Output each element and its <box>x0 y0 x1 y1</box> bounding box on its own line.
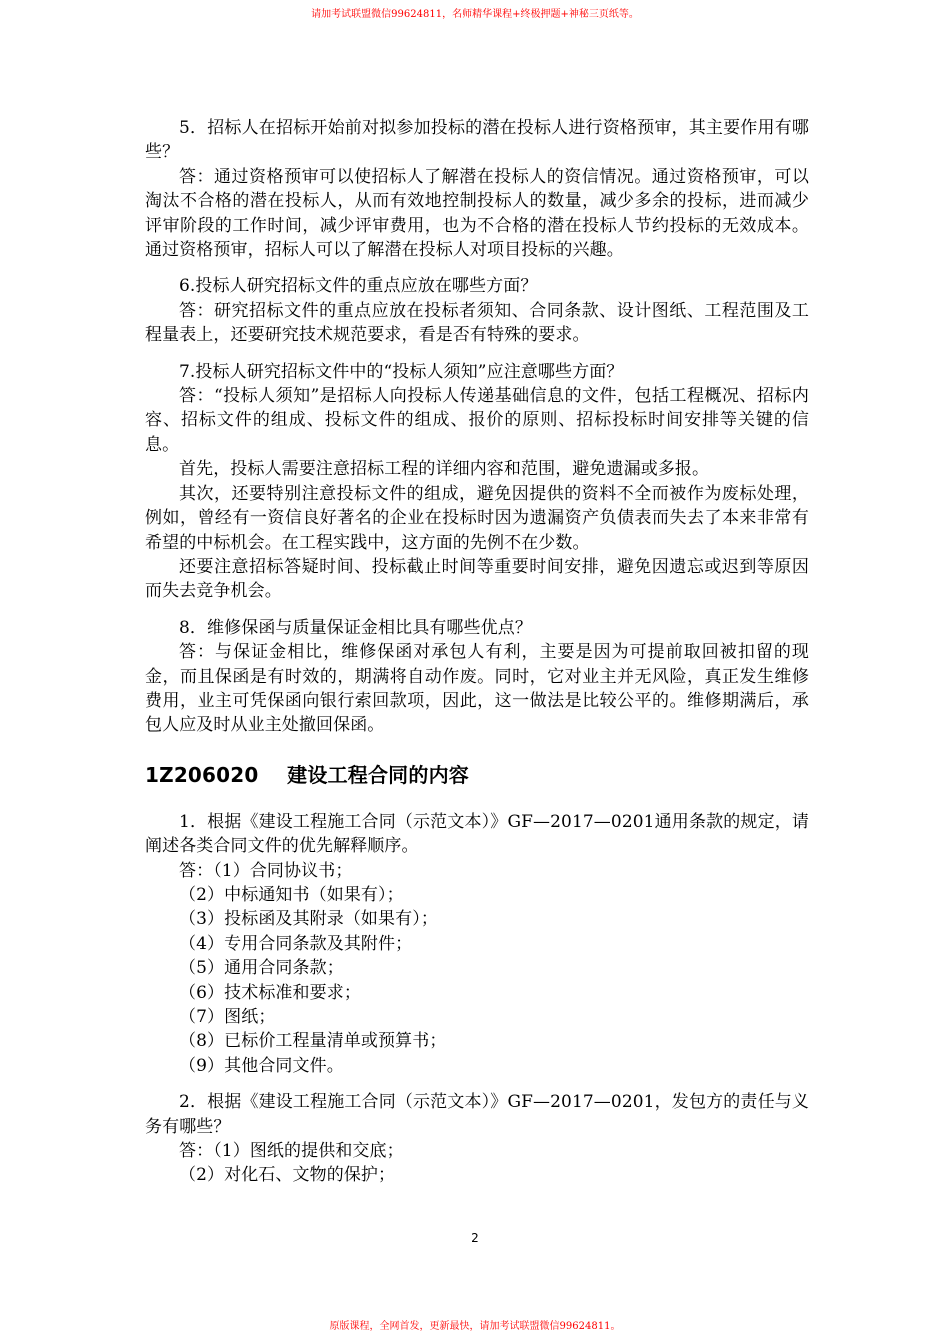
list-item: （9）其他合同文件。 <box>179 1055 344 1076</box>
question-7-answer: 答：“投标人须知”是招标人向投标人传递基础信息的文件，包括工程概况、招标内容、招标文件的组成、投标文件的组成、报价的原则、招标投标时间安排等关键的信息。 <box>145 386 809 455</box>
list-item: （7）图纸； <box>179 1007 276 1027</box>
question-7-text: 7.投标人研究招标文件中的“投标人须知”应注意哪些方面？ <box>179 361 624 382</box>
watermark-bottom: 原版课程，全网首发，更新最快，请加考试联盟微信99624811。 <box>329 1321 621 1332</box>
question-8-text: 8．维修保函与质量保证金相比具有哪些优点？ <box>179 617 532 638</box>
question-8 <box>145 616 809 738</box>
section-code: 1Z206020 <box>145 762 259 787</box>
list-item: （2）对化石、文物的保护； <box>179 1165 396 1186</box>
question-7-paragraph-1: 首先，投标人需要注意招标工程的详细内容和范围，避免遗漏或多报。 <box>179 459 710 480</box>
question-7 <box>145 360 809 604</box>
list-item: （4）专用合同条款及其附件； <box>179 933 413 954</box>
page-number: 2 <box>471 1231 479 1245</box>
section-question-1-answer: 答：（1）合同协议书； <box>179 860 353 881</box>
list-item: （5）通用合同条款； <box>179 958 344 979</box>
question-5 <box>145 116 809 262</box>
list-item: （6）技术标准和要求； <box>179 982 361 1003</box>
document-body <box>145 116 809 1188</box>
section-question-1-text: 1．根据《建设工程施工合同（示范文本）》GF—2017—0201通用条款的规定，请阐述各类合同文件的优先解释顺序。 <box>145 811 809 857</box>
section-question-2-text: 2．根据《建设工程施工合同（示范文本）》GF—2017—0201，发包方的责任与义务有哪些？ <box>145 1092 809 1137</box>
section-title: 建设工程合同的内容 <box>287 762 469 787</box>
section-heading <box>145 762 809 788</box>
section-question-2-answer: 答：（1）图纸的提供和交底； <box>179 1141 404 1162</box>
section-question-2 <box>145 1090 809 1188</box>
question-7-paragraph-2: 其次，还要特别注意投标文件的组成，避免因提供的资料不全而被作为废标处理，例如，曾经有一资信良好著名的企业在投标时因为遗漏资产负债表而失去了本来非常有希望的中标机会。在工程实践中，这方面的先例不在少数。 <box>145 483 809 553</box>
question-5-text: 5．招标人在招标开始前对拟参加投标的潜在投标人进行资格预审，其主要作用有哪些？ <box>145 118 809 163</box>
question-8-answer: 答：与保证金相比，维修保函对承包人有利，主要是因为可提前取回被扣留的现金，而且保函是有时效的，期满将自动作废。同时，它对业主并无风险，真正发生维修费用，业主可凭保函向银行索回款项，因此，这一做法是比较公平的。维修期满后，承包人应及时从业主处撤回保函。 <box>145 642 809 736</box>
section-question-1 <box>145 810 809 1078</box>
list-item: （2）中标通知书（如果有）； <box>179 884 404 905</box>
question-5-answer: 答：通过资格预审可以使招标人了解潜在投标人的资信情况。通过资格预审，可以淘汰不合格的潜在投标人，从而有效地控制投标人的数量，减少多余的投标，进而减少评审阶段的工作时间，减少评审费用，也为不合格的潜在投标人节约投标的无效成本。通过资格预审，招标人可以了解潜在投标人对项目投标的兴趣。 <box>145 166 809 261</box>
watermark-top: 请加考试联盟微信99624811，名师精华课程+终极押题+神秘三页纸等。 <box>311 9 639 20</box>
question-6-text: 6.投标人研究招标文件的重点应放在哪些方面？ <box>179 276 538 297</box>
question-6 <box>145 274 809 347</box>
question-7-paragraph-3: 还要注意招标答疑时间、投标截止时间等重要时间安排，避免因遗忘或迟到等原因而失去竞争机会。 <box>145 556 809 602</box>
list-item: （8）已标价工程量清单或预算书； <box>179 1031 447 1052</box>
question-6-answer: 答：研究招标文件的重点应放在投标者须知、合同条款、设计图纸、工程范围及工程量表上，还要研究技术规范要求，看是否有特殊的要求。 <box>145 300 809 346</box>
list-item: （3）投标函及其附录（如果有）； <box>179 909 438 930</box>
